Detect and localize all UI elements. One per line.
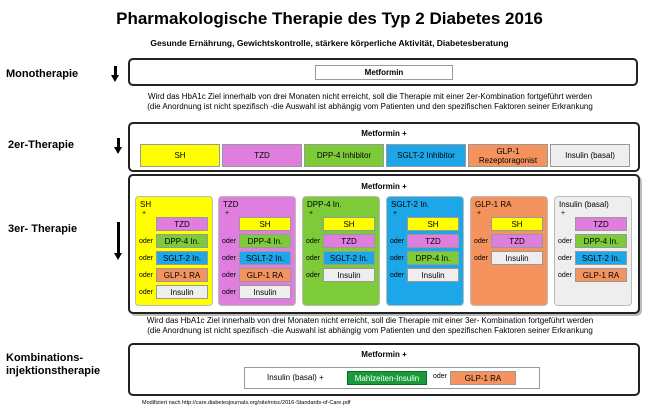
source-footnote: Modifiziert nach http://care.diabetesjournals.org/site/misc/2016-Standards-of-Care.pdf [142,400,351,406]
oder-label: oder [390,255,405,262]
oder-label: oder [474,238,489,245]
note-escalation-dual [100,92,640,112]
oder-label: oder [306,272,321,279]
combo-oder: oder [433,373,448,380]
triple-column-head: GLP-1 RA [475,200,512,209]
note1-line1: Wird das HbA1c Ziel innerhalb von drei Monaten nicht erreicht, soll die Therapie mit einer 2er-Kombination fortgeführt werden [147,92,593,101]
triple-option-tzd: TZD [491,234,543,248]
plus-sign: + [477,210,482,217]
triple-option-sh: SH [239,217,291,231]
triple-option-sh: SH [491,217,543,231]
triple-column-head: SGLT-2 In. [391,200,430,209]
combo-header: Metformin + [361,350,407,359]
triple-option-insulin: Insulin [156,285,208,299]
triple-option-insulin: Insulin [323,268,375,282]
combo-label-line1: Kombinations- [6,352,83,364]
oder-label: oder [306,255,321,262]
triple-option-sh: SH [407,217,459,231]
plus-sign: + [393,210,398,217]
triple-column-head: DPP-4 In. [307,200,342,209]
triple-column-sglt-2-in [386,196,464,306]
down-arrow-icon [114,138,123,154]
triple-column-tzd [218,196,296,306]
triple-option-dpp-4-in: DPP-4 In. [239,234,291,248]
oder-label: oder [139,272,154,279]
combo-glp1-ra: GLP-1 RA [450,371,516,385]
oder-label: oder [222,255,237,262]
triple-column-glp-1-ra [470,196,548,306]
oder-label: oder [474,255,489,262]
dual-option-insulin-basal: Insulin (basal) [550,144,630,167]
dual-option-tzd: TZD [222,144,302,167]
oder-label: oder [558,238,573,245]
triple-option-tzd: TZD [407,234,459,248]
oder-label: oder [139,238,154,245]
triple-therapy-box [128,174,640,314]
oder-label: oder [222,238,237,245]
monotherapy-label: Monotherapie [6,68,79,80]
triple-option-sglt-2-in: SGLT-2 In. [156,251,208,265]
page-title: Pharmakologische Therapie des Typ 2 Diabetes 2016 [116,9,543,28]
plus-sign: + [225,210,230,217]
note-escalation-triple [100,316,640,336]
triple-option-dpp-4-in: DPP-4 In. [575,234,627,248]
triple-column-insulin-basal [554,196,632,306]
triple-option-glp-1-ra: GLP-1 RA [575,268,627,282]
triple-therapy-label: 3er- Therapie [8,223,78,235]
triple-column-head: TZD [223,200,239,209]
oder-label: oder [139,289,154,296]
combo-option-row [244,367,540,389]
triple-column-head: Insulin (basal) [559,200,609,209]
triple-header: Metformin + [361,182,407,191]
combination-therapy-box [128,343,640,396]
combo-label-line2: injektionstherapie [6,365,101,377]
oder-label: oder [390,238,405,245]
triple-column-dpp-4-in [302,196,380,306]
oder-label: oder [222,272,237,279]
triple-option-sglt-2-in: SGLT-2 In. [575,251,627,265]
dual-option-glp-1-rezeptoragonist: GLP-1 Rezeptoragonist [468,144,548,167]
triple-column-head: SH [140,200,152,209]
dual-header: Metformin + [361,129,407,138]
combo-mealtime-insulin: Mahlzeiten-Insulin [347,371,427,385]
oder-label: oder [558,272,573,279]
triple-option-glp-1-ra: GLP-1 RA [239,268,291,282]
triple-option-glp-1-ra: GLP-1 RA [156,268,208,282]
triple-option-insulin: Insulin [407,268,459,282]
down-arrow-icon [114,222,123,262]
metformin-mono: Metformin [315,65,453,80]
plus-sign: + [309,210,314,217]
oder-label: oder [390,272,405,279]
monotherapy-box [128,58,638,86]
combo-insulin-basal: Insulin (basal) + [267,373,324,382]
triple-option-tzd: TZD [156,217,208,231]
triple-option-dpp-4-in: DPP-4 In. [156,234,208,248]
triple-option-insulin: Insulin [239,285,291,299]
down-arrow-icon [111,66,120,82]
triple-option-sh: SH [323,217,375,231]
dual-therapy-label: 2er-Therapie [8,139,75,151]
triple-option-sglt-2-in: SGLT-2 In. [323,251,375,265]
triple-option-insulin: Insulin [491,251,543,265]
triple-column-sh [135,196,213,306]
dual-option-sh: SH [140,144,220,167]
note2-line2: (die Anordnung ist nicht spezifisch -die Auswahl ist abhängig vom Patienten und den spezifischen Faktoren seiner Erkrankung [147,326,593,335]
plus-sign: + [561,210,566,217]
triple-option-dpp-4-in: DPP-4 In. [407,251,459,265]
oder-label: oder [139,255,154,262]
page-subtitle: Gesunde Ernährung, Gewichtskontrolle, stärkere körperliche Aktivität, Diabetesberatung [150,38,509,48]
oder-label: oder [222,289,237,296]
plus-sign: + [142,210,147,217]
oder-label: oder [558,255,573,262]
combination-therapy-label [6,352,100,378]
triple-option-tzd: TZD [575,217,627,231]
triple-option-sglt-2-in: SGLT-2 In. [239,251,291,265]
triple-option-tzd: TZD [323,234,375,248]
dual-option-dpp-4-inhibitor: DPP-4 Inhibitor [304,144,384,167]
oder-label: oder [306,238,321,245]
dual-therapy-box [128,122,640,172]
dual-option-sglt-2-inhibitor: SGLT-2 Inhibitor [386,144,466,167]
note2-line1: Wird das HbA1c Ziel innerhalb von drei Monaten nicht erreicht, soll die Therapie mit einer 3er- Kombination fortgeführt werden [146,316,594,325]
note1-line2: (die Anordnung ist nicht spezifisch -die Auswahl ist abhängig vom Patienten und den spezifischen Faktoren seiner Erkrankung [147,102,593,111]
